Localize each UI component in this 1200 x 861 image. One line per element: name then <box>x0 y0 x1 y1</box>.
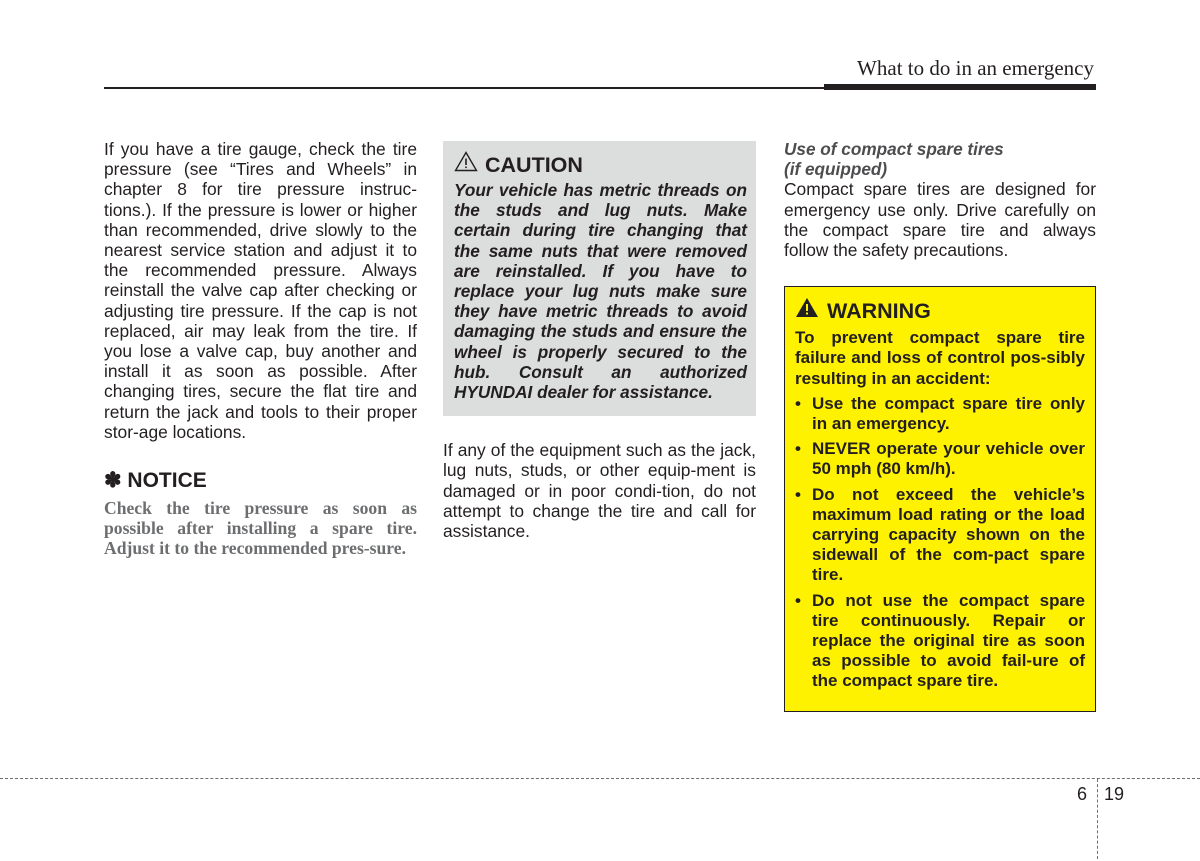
page-header-title: What to do in an emergency <box>857 56 1094 80</box>
compact-spare-paragraph: Compact spare tires are designed for emergency use only. Drive carefully on the compact spare tire and always follow the safety precautions. <box>784 179 1096 261</box>
column-3 <box>784 139 1096 712</box>
column-2 <box>443 139 756 541</box>
equipment-paragraph: If any of the equipment such as the jack, lug nuts, studs, or other equip-ment is damaged or in poor condi-tion, do not attempt to change the tire and call for assistance. <box>443 440 756 542</box>
warning-heading: WARNING <box>827 298 931 323</box>
bullet: • <box>795 439 801 459</box>
warning-item-text: Do not exceed the vehicle’s maximum load rating or the load carrying capacity shown on the sidewall of the com-pact spare tire. <box>812 484 1085 585</box>
warning-list-item <box>795 439 1085 479</box>
subheading-line-1: Use of compact spare tires <box>784 139 1004 159</box>
warning-triangle-icon <box>795 297 827 324</box>
warning-list-item <box>795 485 1085 586</box>
caution-box <box>443 141 756 416</box>
bullet: • <box>795 590 801 610</box>
chapter-number: 6 <box>1077 784 1088 804</box>
compact-spare-subheading <box>784 139 1096 179</box>
warning-item-text: Do not use the compact spare tire continuously. Repair or replace the original tire as soon as possible to avoid fail-ure of the compact spare tire. <box>812 590 1085 691</box>
notice-heading: ✽ NOTICE <box>104 469 207 493</box>
footer-vertical-dashed-rule <box>1097 779 1098 859</box>
bullet: • <box>795 484 801 504</box>
caution-text: Your vehicle has metric threads on the studs and lug nuts. Make certain during tire changing that the same nuts that were removed are reinstalled. If you have to replace your lug nuts make sure they have metric threads to avoid damaging the studs and ensure the wheel is properly secured to the hub. Consult an authorized HYUNDAI dealer for assistance. <box>454 180 747 403</box>
warning-item-text: NEVER operate your vehicle over 50 mph (80 km/h). <box>812 439 1085 479</box>
warning-box <box>784 286 1096 711</box>
notice-text: Check the tire pressure as soon as possible after installing a spare tire. Adjust it to the recommended pres-sure. <box>104 498 417 559</box>
bullet: • <box>795 393 801 413</box>
warning-list <box>795 394 1085 692</box>
column-1 <box>104 139 417 559</box>
header-rule-accent <box>824 84 1096 90</box>
warning-list-item <box>795 394 1085 434</box>
warning-intro: To prevent compact spare tire failure and loss of control pos-sibly resulting in an accident: <box>795 328 1085 388</box>
caution-heading-row <box>454 151 747 178</box>
warning-list-item <box>795 591 1085 692</box>
footer-dashed-rule <box>0 778 1200 779</box>
tire-gauge-paragraph: If you have a tire gauge, check the tire pressure (see “Tires and Wheels” in chapter 8 for tire pressure instruc-tions.). If the pressure is lower or higher than recommended, drive slowly to the nearest service station and adjust it to the recommended pressure. Always reinstall the valve cap after checking or adjusting tire pressure. If the cap is not replaced, air may leak from the tire. If you lose a valve cap, buy another and install it as soon as possible. After changing tires, secure the flat tire and return the jack and tools to their proper stor-age locations. <box>104 139 417 442</box>
caution-heading: CAUTION <box>485 152 583 177</box>
warning-item-text: Use the compact spare tire only in an emergency. <box>812 393 1085 434</box>
caution-triangle-icon <box>454 151 485 178</box>
subheading-line-2: (if equipped) <box>784 159 888 180</box>
page-number: 19 <box>1104 784 1125 804</box>
warning-heading-row <box>795 297 1085 324</box>
